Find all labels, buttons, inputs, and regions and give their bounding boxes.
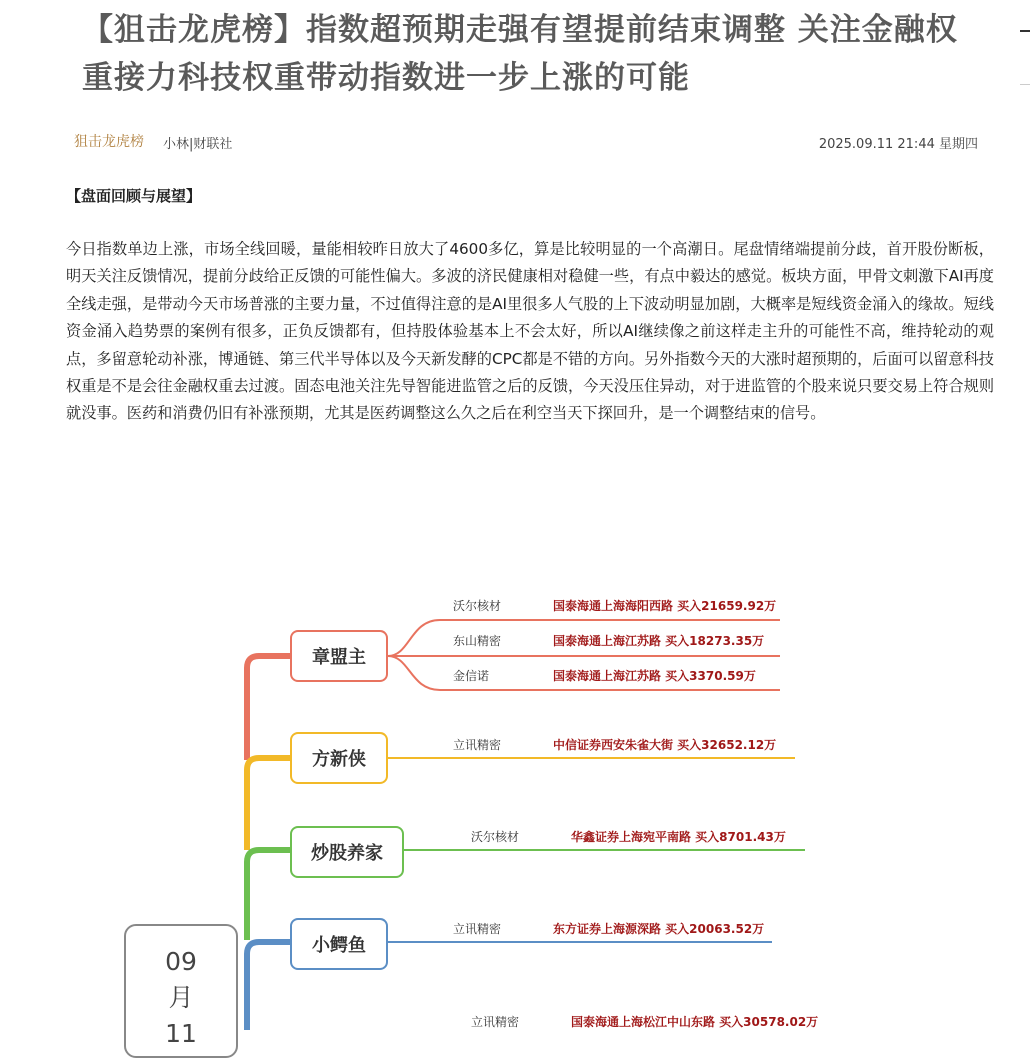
broker-entry: 国泰海通上海松江中山东路 买入30578.02万 bbox=[571, 1015, 819, 1029]
broker-entry: 国泰海通上海江苏路 买入18273.35万 bbox=[553, 634, 765, 648]
trunk-green bbox=[247, 850, 290, 940]
date-month-part: 月 bbox=[168, 983, 194, 1012]
date-box bbox=[124, 924, 238, 1058]
stock-name: 沃尔核材 bbox=[471, 830, 520, 844]
date-day-number: 11 bbox=[165, 1019, 197, 1048]
article-title: 【狙击龙虎榜】指数超预期走强有望提前结束调整 关注金融权重接力科技权重带动指数进一步上涨的可能 bbox=[82, 12, 958, 96]
mindmap-node-4: 小鳄鱼 bbox=[290, 918, 388, 970]
stock-name: 金信诺 bbox=[453, 669, 490, 683]
author: 小林|财联社 bbox=[163, 137, 233, 152]
stock-name: 东山精密 bbox=[453, 634, 502, 648]
date-day-part: 09 bbox=[165, 947, 197, 976]
broker-entry: 国泰海通上海海阳西路 买入21659.92万 bbox=[553, 599, 777, 613]
trunk-blue bbox=[247, 942, 290, 1030]
stock-name: 立讯精密 bbox=[453, 738, 502, 752]
stock-name: 沃尔核材 bbox=[453, 599, 502, 613]
publish-datetime: 2025.09.11 21:44 星期四 bbox=[818, 137, 978, 152]
section-heading: 【盘面回顾与展望】 bbox=[66, 187, 202, 205]
trunk-red bbox=[247, 656, 290, 760]
broker-entry: 东方证券上海源深路 买入20063.52万 bbox=[553, 922, 765, 936]
scrollbar-mark bbox=[1020, 30, 1030, 32]
trunk-yellow bbox=[247, 758, 290, 850]
article-paragraph: 今日指数单边上涨，市场全线回暖，量能相较昨日放大了4600多亿，算是比较明显的一个高潮日。尾盘情绪端提前分歧，首开股份断板，明天关注反馈情况，提前分歧给正反馈的可能性偏大。多波的济民健康相对稳健一些，有点中毅达的感觉。板块方面，甲骨文刺激下AI再度全线走强，是带动今天市场普涨的主要力量，不过值得注意的是AI里很多人气股的上下波动明显加剧，大概率是短线资金涌入的缘故。短线资金涌入趋势票的案例有很多，正负反馈都有，但持股体验基本上不会太好，所以AI继续像之前这样走主升的可能性不高，维持轮动的观点，多留意轮动补涨，博通链、第三代半导体以及今天新发酵的CPC都是不错的方向。另外指数今天的大涨时超预期的，后面可以留意科技权重是不是会往金融权重去过渡。固态电池关注先导智能进监管之后的反馈，今天没压住异动，对于进监管的个股来说只要交易上符合规则就没事。医药和消费仍旧有补涨预期，尤其是医药调整这么久之后在利空当天下探回升，是一个调整结束的信号。 bbox=[66, 240, 994, 423]
stock-name: 立讯精密 bbox=[453, 922, 502, 936]
broker-entry: 国泰海通上海江苏路 买入3370.59万 bbox=[553, 669, 756, 683]
broker-entry: 华鑫证券上海宛平南路 买入8701.43万 bbox=[571, 830, 786, 844]
column-link[interactable]: 狙击龙虎榜 bbox=[74, 134, 144, 150]
stock-name: 立讯精密 bbox=[471, 1015, 520, 1029]
mindmap-node-3: 炒股养家 bbox=[290, 826, 404, 878]
divider bbox=[1020, 84, 1030, 85]
broker-entry: 中信证券西安朱雀大街 买入32652.12万 bbox=[553, 738, 777, 752]
mindmap-node-1: 章盟主 bbox=[290, 630, 388, 682]
mindmap-node-2: 方新侠 bbox=[290, 732, 388, 784]
